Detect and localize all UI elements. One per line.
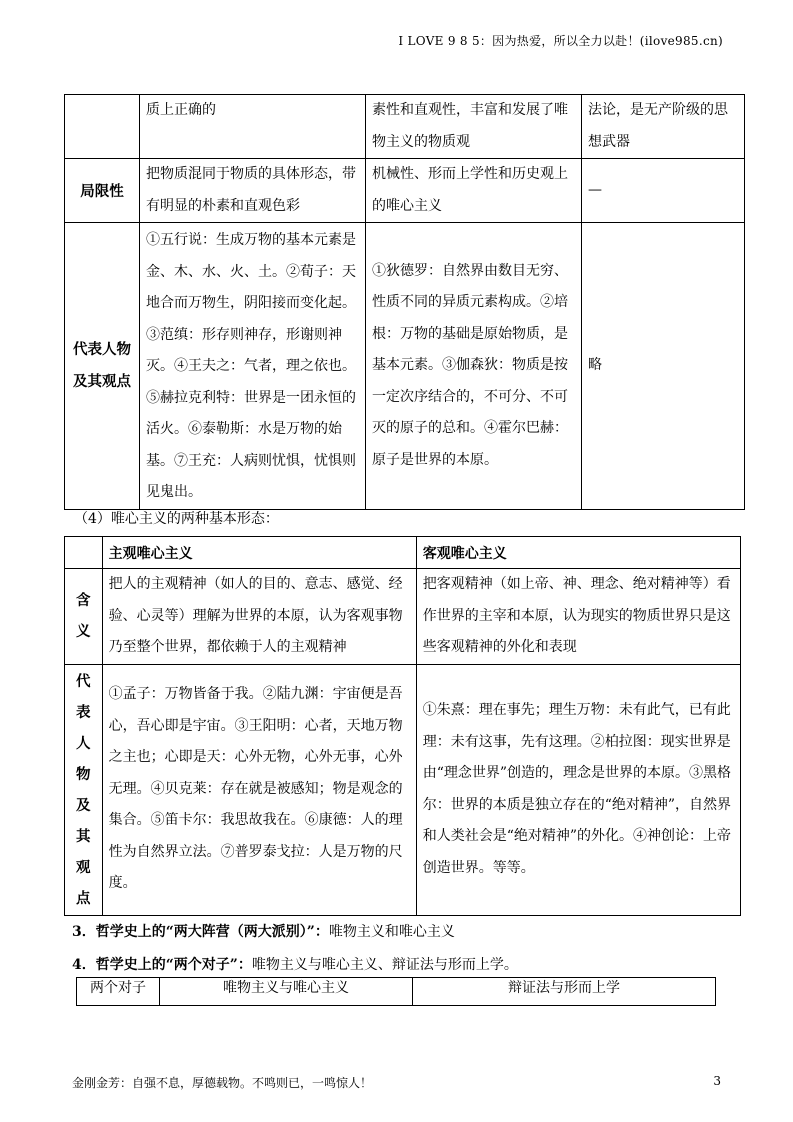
page-header: I LOVE 9 8 5：因为热爱，所以全力以赴！(ilove985.cn) (398, 34, 723, 48)
cell: 把物质混同于物质的具体形态，带有明显的朴素和直观色彩 (140, 159, 366, 223)
row-label (65, 95, 140, 159)
cell: — (582, 159, 745, 223)
section-text: 唯物主义和唯心主义 (328, 924, 455, 940)
cell: ①朱熹：理在事先；理生万物：未有此气，已有此理：未有这事，先有这理。②柏拉图：现实世界是由“理念世界”创造的，理念是世界的本原。③黑格尔：世界的本质是独立存在的“绝对精神”，自然界和人类社会是“绝对精神”的外化。④神创论：上帝创造世界。等等。 (416, 664, 740, 915)
section-4 (72, 954, 518, 974)
cell: 辩证法与形而上学 (413, 978, 716, 1006)
cell: 把客观精神（如上帝、神、理念、绝对精神等）看作世界的主宰和本原，认为现实的物质世界只是这些客观精神的外化和表现 (416, 569, 740, 665)
table-row (65, 95, 745, 159)
section-title: 哲学史上的“两个对子”： (95, 957, 252, 973)
page-number: 3 (713, 1074, 721, 1088)
cell: ①狄德罗：自然界由数目无穷、性质不同的异质元素构成。②培根：万物的基础是原始物质，是基本元素。③伽森狄：物质是按一定次序结合的，不可分、不可灭的原子的总和。④霍尔巴赫：原子是世界的本原。 (366, 223, 582, 510)
corner-cell (65, 537, 103, 569)
table-row (65, 159, 745, 223)
cell: 法论，是无产阶级的思想武器 (582, 95, 745, 159)
table-row (65, 664, 741, 915)
column-header: 客观唯心主义 (416, 537, 740, 569)
two-pairs-table (76, 977, 716, 1006)
table-row (77, 978, 716, 1006)
row-label: 代表人物及其观点 (65, 664, 103, 915)
cell: ①五行说：生成万物的基本元素是金、木、水、火、土。②荀子：天地合而万物生，阴阳接而变化起。③范缜：形存则神存，形谢则神灭。④王夫之：气者，理之依也。⑤赫拉克利特：世界是一团永恒的活火。⑥泰勒斯：水是万物的始基。⑦王充：人病则忧惧，忧惧则见鬼出。 (140, 223, 366, 510)
row-label: 局限性 (65, 159, 140, 223)
table-header-row (65, 537, 741, 569)
cell: 机械性、形而上学性和历史观上的唯心主义 (366, 159, 582, 223)
section-number: 4． (72, 957, 96, 973)
section-title: 哲学史上的“两大阵营（两大派别）”： (95, 924, 329, 940)
table-row (65, 569, 741, 665)
cell: 素性和直观性，丰富和发展了唯物主义的物质观 (366, 95, 582, 159)
cell: 唯物主义与唯心主义 (160, 978, 413, 1006)
section-text: 唯物主义与唯心主义、辩证法与形而上学。 (251, 957, 518, 973)
section-3 (72, 921, 455, 941)
table-row (65, 223, 745, 510)
cell: 略 (582, 223, 745, 510)
materialism-table (64, 94, 745, 510)
row-label: 含义 (65, 569, 103, 665)
column-header: 主观唯心主义 (102, 537, 416, 569)
idealism-forms-note: （4）唯心主义的两种基本形态： (74, 511, 279, 527)
cell: 两个对子 (77, 978, 160, 1006)
section-number: 3． (72, 924, 96, 940)
idealism-table (64, 536, 741, 916)
cell: 质上正确的 (140, 95, 366, 159)
cell: ①孟子：万物皆备于我。②陆九渊：宇宙便是吾心，吾心即是宇宙。③王阳明：心者，天地万物之主也；心即是天：心外无物，心外无事，心外无理。④贝克莱：存在就是被感知；物是观念的集合。⑤笛卡尔：我思故我在。⑥康德：人的理性为自然界立法。⑦普罗泰戈拉：人是万物的尺度。 (102, 664, 416, 915)
row-label: 代表人物及其观点 (65, 223, 140, 510)
cell: 把人的主观精神（如人的目的、意志、感觉、经验、心灵等）理解为世界的本原，认为客观事物乃至整个世界，都依赖于人的主观精神 (102, 569, 416, 665)
footer-motto: 金刚金芳：自强不息，厚德载物。不鸣则已，一鸣惊人！ (72, 1076, 373, 1090)
